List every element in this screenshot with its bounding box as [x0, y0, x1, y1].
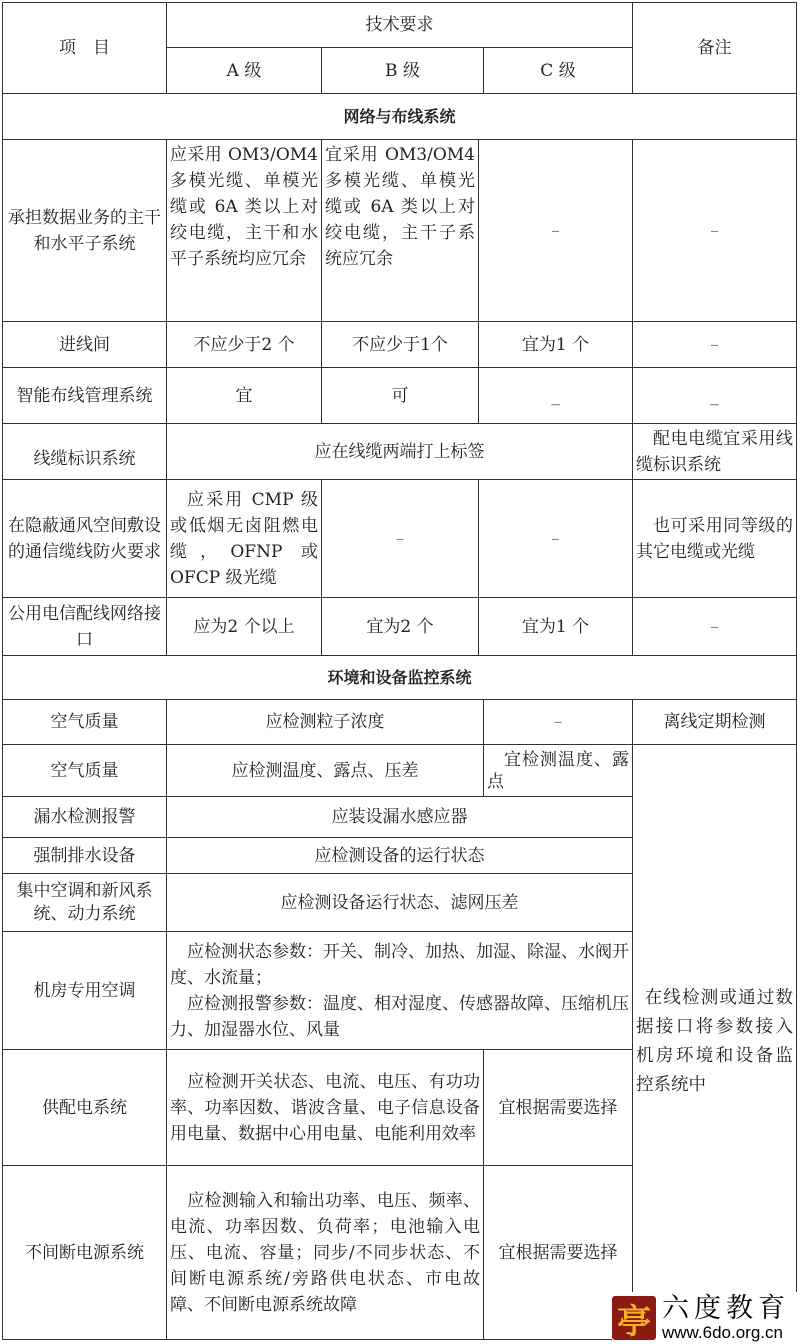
logo-mark-icon: 亭 — [612, 1296, 656, 1340]
cell-b — [321, 139, 479, 322]
cell-remark: _ — [632, 367, 797, 424]
header-c-level: C 级 — [483, 47, 633, 94]
env-remark — [632, 744, 797, 1340]
cell-remark: 离线定期检测 — [632, 699, 797, 745]
row-item: 智能布线管理系统 — [2, 367, 167, 424]
cell-c: 宜根据需要选择 — [483, 1049, 633, 1166]
cell-c — [483, 744, 633, 797]
cell-remark — [632, 423, 797, 480]
cell-a: 宜 — [166, 367, 322, 424]
cell-c: _ — [478, 367, 633, 424]
cell-abc — [166, 931, 633, 1050]
cell-text: 应检测状态参数：开关、制冷、加热、加湿、除湿、水阀开度、水流量； — [170, 941, 629, 988]
cell-a: 应为2 个以上 — [166, 597, 322, 656]
cell-text: 应采用 CMP 级或低烟无卤阻燃电缆，OFNP 或 OFCP 级光缆 — [170, 489, 318, 588]
row-item: 集中空调和新风系统、动力系统 — [2, 873, 167, 932]
cell-text: 应采用 OM3/OM4 多模光缆、单模光缆或 6A 类以上对绞电缆，主干和水平子系统均应冗余 — [170, 145, 318, 269]
cell-b: 可 — [321, 367, 479, 424]
logo-name: 六度教育 — [662, 1293, 790, 1324]
cell-abc: 应装设漏水感应器 — [166, 796, 633, 838]
logo — [612, 1292, 800, 1344]
cell-b: 宜为2 个 — [321, 597, 479, 656]
cell-ab: 应检测粒子浓度 — [166, 699, 484, 745]
row-item: 在隐蔽通风空间敷设的通信缆线防火要求 — [2, 479, 167, 598]
cell-abc: 应在线缆两端打上标签 — [166, 423, 633, 480]
cell-a — [166, 479, 322, 598]
section-network: 网络与布线系统 — [2, 93, 797, 140]
cell-remark: – — [632, 597, 797, 656]
cell-remark: – — [632, 321, 797, 368]
header-tech-requirements: 技术要求 — [166, 2, 633, 48]
cell-b: 不应少于1个 — [321, 321, 479, 368]
cell-c: 宜根据需要选择 — [483, 1165, 633, 1340]
header-remark: 备注 — [632, 2, 797, 94]
cell-text: 应检测输入和输出功率、电压、频率、电流、功率因数、负荷率；电池输入电压、电流、容量；同步/不同步状态、不间断电源系统/旁路供电状态、市电故障、不间断电源系统故障 — [170, 1190, 480, 1315]
cell-c: – — [478, 479, 633, 598]
row-item: 进线间 — [2, 321, 167, 368]
row-item: 公用电信配线网络接口 — [2, 597, 167, 656]
cell-text: 配电电缆宜采用线缆标识系统 — [636, 428, 793, 475]
row-item: 空气质量 — [2, 744, 167, 797]
cell-abc: 应检测设备的运行状态 — [166, 837, 633, 874]
cell-abc: 应检测设备运行状态、滤网压差 — [166, 873, 633, 932]
cell-c: – — [478, 139, 633, 322]
cell-a — [166, 139, 322, 322]
row-item: 不间断电源系统 — [2, 1165, 167, 1340]
cell-text: 应检测开关状态、电流、电压、有功功率、功率因数、谐波含量、电子信息设备用电量、数据中心用电量、电能利用效率 — [170, 1071, 480, 1144]
cell-text: 在线检测或通过数据接口将参数接入机房环境和设备监控系统中 — [636, 988, 793, 1095]
cell-ab: 应检测温度、露点、压差 — [166, 744, 484, 797]
header-b-level: B 级 — [321, 47, 484, 94]
cell-remark — [632, 479, 797, 598]
cell-ab — [166, 1049, 484, 1166]
row-item: 空气质量 — [2, 699, 167, 745]
cell-c: – — [483, 699, 633, 745]
cell-a: 不应少于2 个 — [166, 321, 322, 368]
cell-text: 宜检测温度、露点 — [487, 749, 629, 792]
section-env: 环境和设备监控系统 — [2, 655, 797, 700]
cell-text: 也可采用同等级的其它电缆或光缆 — [636, 515, 793, 562]
row-item: 机房专用空调 — [2, 931, 167, 1050]
logo-url: www.6do.org.cn — [662, 1323, 783, 1342]
header-item: 项 目 — [2, 2, 167, 94]
row-item: 线缆标识系统 — [2, 423, 167, 480]
row-item: 承担数据业务的主干和水平子系统 — [2, 139, 167, 322]
cell-remark: – — [632, 139, 797, 322]
cell-text: 应检测报警参数：温度、相对湿度、传感器故障、压缩机压力、加湿器水位、风量 — [170, 993, 629, 1040]
cell-c: 宜为1 个 — [478, 321, 633, 368]
cell-b: – — [321, 479, 479, 598]
header-a-level: A 级 — [166, 47, 322, 94]
cell-text: 宜采用 OM3/OM4 多模光缆、单模光缆或 6A 类以上对绞电缆，主干子系统应冗余 — [325, 145, 475, 269]
cell-ab — [166, 1165, 484, 1340]
row-item: 供配电系统 — [2, 1049, 167, 1166]
row-item: 强制排水设备 — [2, 837, 167, 874]
cell-c: 宜为1 个 — [478, 597, 633, 656]
row-item: 漏水检测报警 — [2, 796, 167, 838]
